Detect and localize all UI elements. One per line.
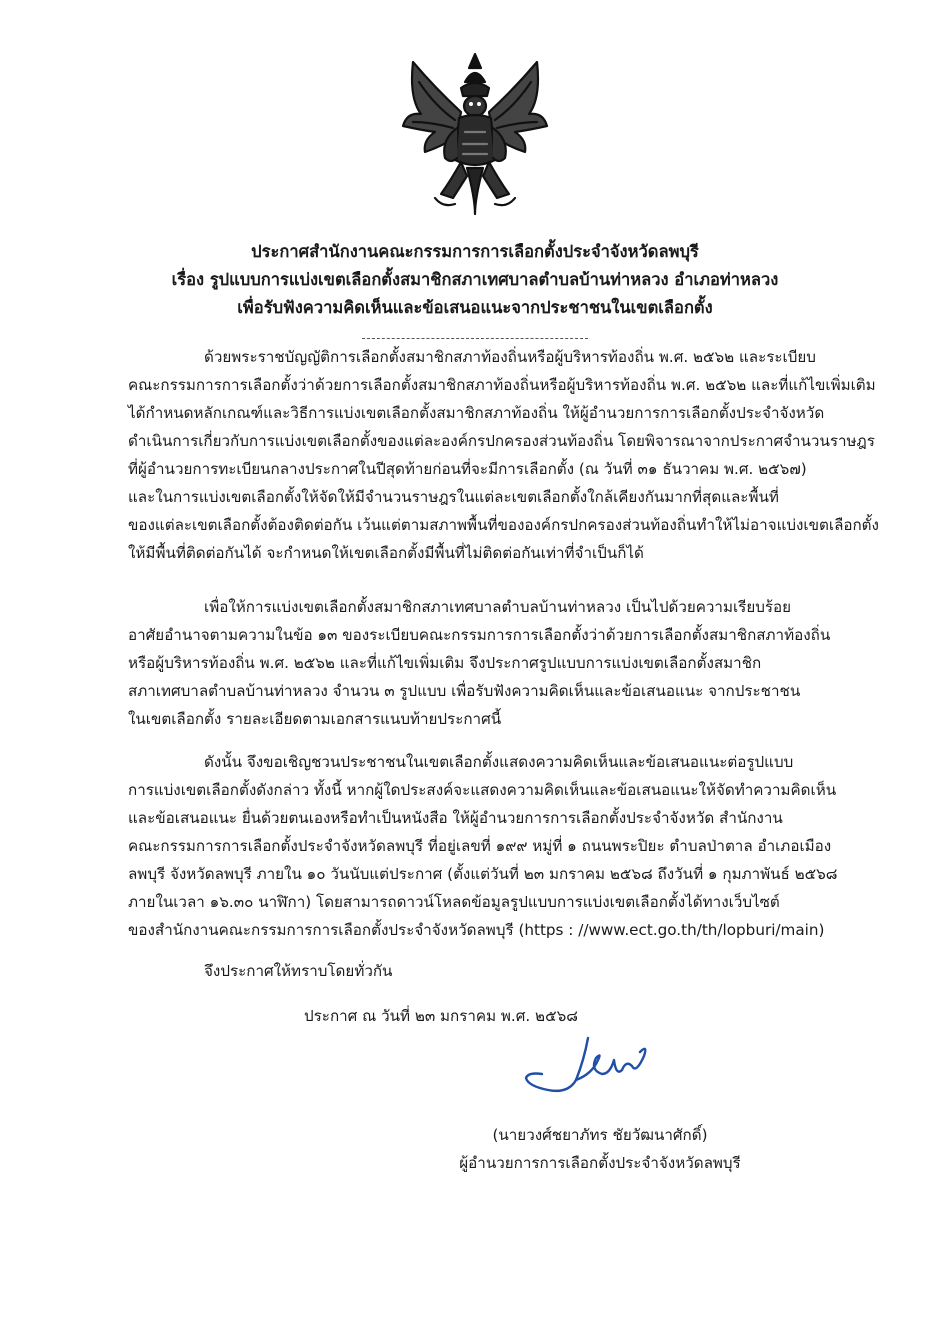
paragraph-line: ลพบุรี จังหวัดลพบุรี ภายใน ๑๐ วันนับแต่ประกาศ (ตั้งแต่วันที่ ๒๓ มกราคม ๒๕๖๘ ถึงวันที่ ๑ กุมภาพันธ์ ๒๕๖๘: [128, 865, 838, 883]
garuda-emblem-icon: [395, 48, 555, 220]
paragraph-line: ด้วยพระราชบัญญัติการเลือกตั้งสมาชิกสภาท้องถิ่นหรือผู้บริหารท้องถิ่น พ.ศ. ๒๕๖๒ และระเบียบ: [204, 348, 816, 366]
paragraph-2: [128, 593, 898, 733]
paragraph-line: และในการแบ่งเขตเลือกตั้งให้จัดให้มีจำนวนราษฎรในแต่ละเขตเลือกตั้งใกล้เคียงกันมากที่สุดและพื้นที่: [128, 488, 779, 506]
closing-statement: จึงประกาศให้ทราบโดยทั่วกัน: [204, 962, 393, 980]
handwritten-signature: [518, 1030, 666, 1100]
paragraph-line: การแบ่งเขตเลือกตั้งดังกล่าว ทั้งนี้ หากผู้ใดประสงค์จะแสดงความคิดเห็นและข้อเสนอแนะให้จัดทำความคิดเห็น: [128, 781, 837, 799]
paragraph-line: สภาเทศบาลตำบลบ้านท่าหลวง จำนวน ๓ รูปแบบ เพื่อรับฟังความคิดเห็นและข้อเสนอแนะ จากประชาชน: [128, 682, 801, 700]
heading-divider: [362, 338, 588, 339]
paragraph-line: ในเขตเลือกตั้ง รายละเอียดตามเอกสารแนบท้ายประกาศนี้: [128, 710, 502, 728]
paragraph-line: ให้มีพื้นที่ติดต่อกันได้ จะกำหนดให้เขตเลือกตั้งมีพื้นที่ไม่ติดต่อกันเท่าที่จำเป็นก็ได้: [128, 544, 644, 562]
paragraph-line: หรือผู้บริหารท้องถิ่น พ.ศ. ๒๕๖๒ และที่แก้ไขเพิ่มเติม จึงประกาศรูปแบบการแบ่งเขตเลือกตั้งสมาชิก: [128, 654, 762, 672]
heading-line-3: เพื่อรับฟังความคิดเห็นและข้อเสนอแนะจากประชาชนในเขตเลือกตั้ง: [237, 298, 713, 317]
paragraph-line: ของแต่ละเขตเลือกตั้งต้องติดต่อกัน เว้นแต่ตามสภาพพื้นที่ขององค์กรปกครองส่วนท้องถิ่นทำให้ไม่อาจแบ่งเขตเลือกตั้ง: [128, 516, 879, 534]
signer-name: (นายวงศ์ชยาภัทร ชัยวัฒนาศักดิ์): [492, 1126, 708, 1144]
announcement-date: ประกาศ ณ วันที่ ๒๓ มกราคม พ.ศ. ๒๕๖๘: [304, 1007, 578, 1025]
paragraph-line: คณะกรรมการการเลือกตั้งว่าด้วยการเลือกตั้งสมาชิกสภาท้องถิ่นหรือผู้บริหารท้องถิ่น พ.ศ. ๒๕๖๒ และที่แก้ไขเพิ่มเติม: [128, 376, 876, 394]
paragraph-1: [128, 343, 898, 567]
paragraph-line: และข้อเสนอแนะ ยื่นด้วยตนเองหรือทำเป็นหนังสือ ให้ผู้อำนวยการการเลือกตั้งประจำจังหวัด สำนักงาน: [128, 809, 783, 827]
paragraph-line: คณะกรรมการการเลือกตั้งประจำจังหวัดลพบุรี ที่อยู่เลขที่ ๑๙๙ หมู่ที่ ๑ ถนนพระปิยะ ตำบลป่าตาล อำเภอเมือง: [128, 837, 832, 855]
paragraph-line: ที่ผู้อำนวยการทะเบียนกลางประกาศในปีสุดท้ายก่อนที่จะมีการเลือกตั้ง (ณ วันที่ ๓๑ ธันวาคม พ.ศ. ๒๕๖๗): [128, 460, 807, 478]
heading-line-1: ประกาศสำนักงานคณะกรรมการการเลือกตั้งประจำจังหวัดลพบุรี: [251, 242, 699, 261]
paragraph-line: ของสำนักงานคณะกรรมการการเลือกตั้งประจำจังหวัดลพบุรี (https : //www.ect.go.th/th/lopburi/main): [128, 921, 825, 939]
paragraph-line: ดังนั้น จึงขอเชิญชวนประชาชนในเขตเลือกตั้งแสดงความคิดเห็นและข้อเสนอแนะต่อรูปแบบ: [204, 753, 794, 771]
paragraph-line: อาศัยอำนาจตามความในข้อ ๑๓ ของระเบียบคณะกรรมการการเลือกตั้งว่าด้วยการเลือกตั้งสมาชิกสภาท้องถิ่น: [128, 626, 831, 644]
paragraph-line: ดำเนินการเกี่ยวกับการแบ่งเขตเลือกตั้งของแต่ละองค์กรปกครองส่วนท้องถิ่น โดยพิจารณาจากประกาศจำนวนราษฎร: [128, 432, 875, 450]
heading-line-2: เรื่อง รูปแบบการแบ่งเขตเลือกตั้งสมาชิกสภาเทศบาลตำบลบ้านท่าหลวง อำเภอท่าหลวง: [171, 270, 779, 289]
signer-title: ผู้อำนวยการการเลือกตั้งประจำจังหวัดลพบุรี: [459, 1154, 741, 1172]
announcement-heading: [60, 238, 890, 322]
paragraph-line: เพื่อให้การแบ่งเขตเลือกตั้งสมาชิกสภาเทศบาลตำบลบ้านท่าหลวง เป็นไปด้วยความเรียบร้อย: [204, 598, 792, 616]
paragraph-3: [128, 748, 898, 944]
paragraph-line: ได้กำหนดหลักเกณฑ์และวิธีการแบ่งเขตเลือกตั้งสมาชิกสภาท้องถิ่น ให้ผู้อำนวยการการเลือกตั้งประจำจังหวัด: [128, 404, 825, 422]
paragraph-line: ภายในเวลา ๑๖.๓๐ นาฬิกา) โดยสามารถดาวน์โหลดข้อมูลรูปแบบการแบ่งเขตเลือกตั้งได้ทางเว็บไซต์: [128, 893, 780, 911]
